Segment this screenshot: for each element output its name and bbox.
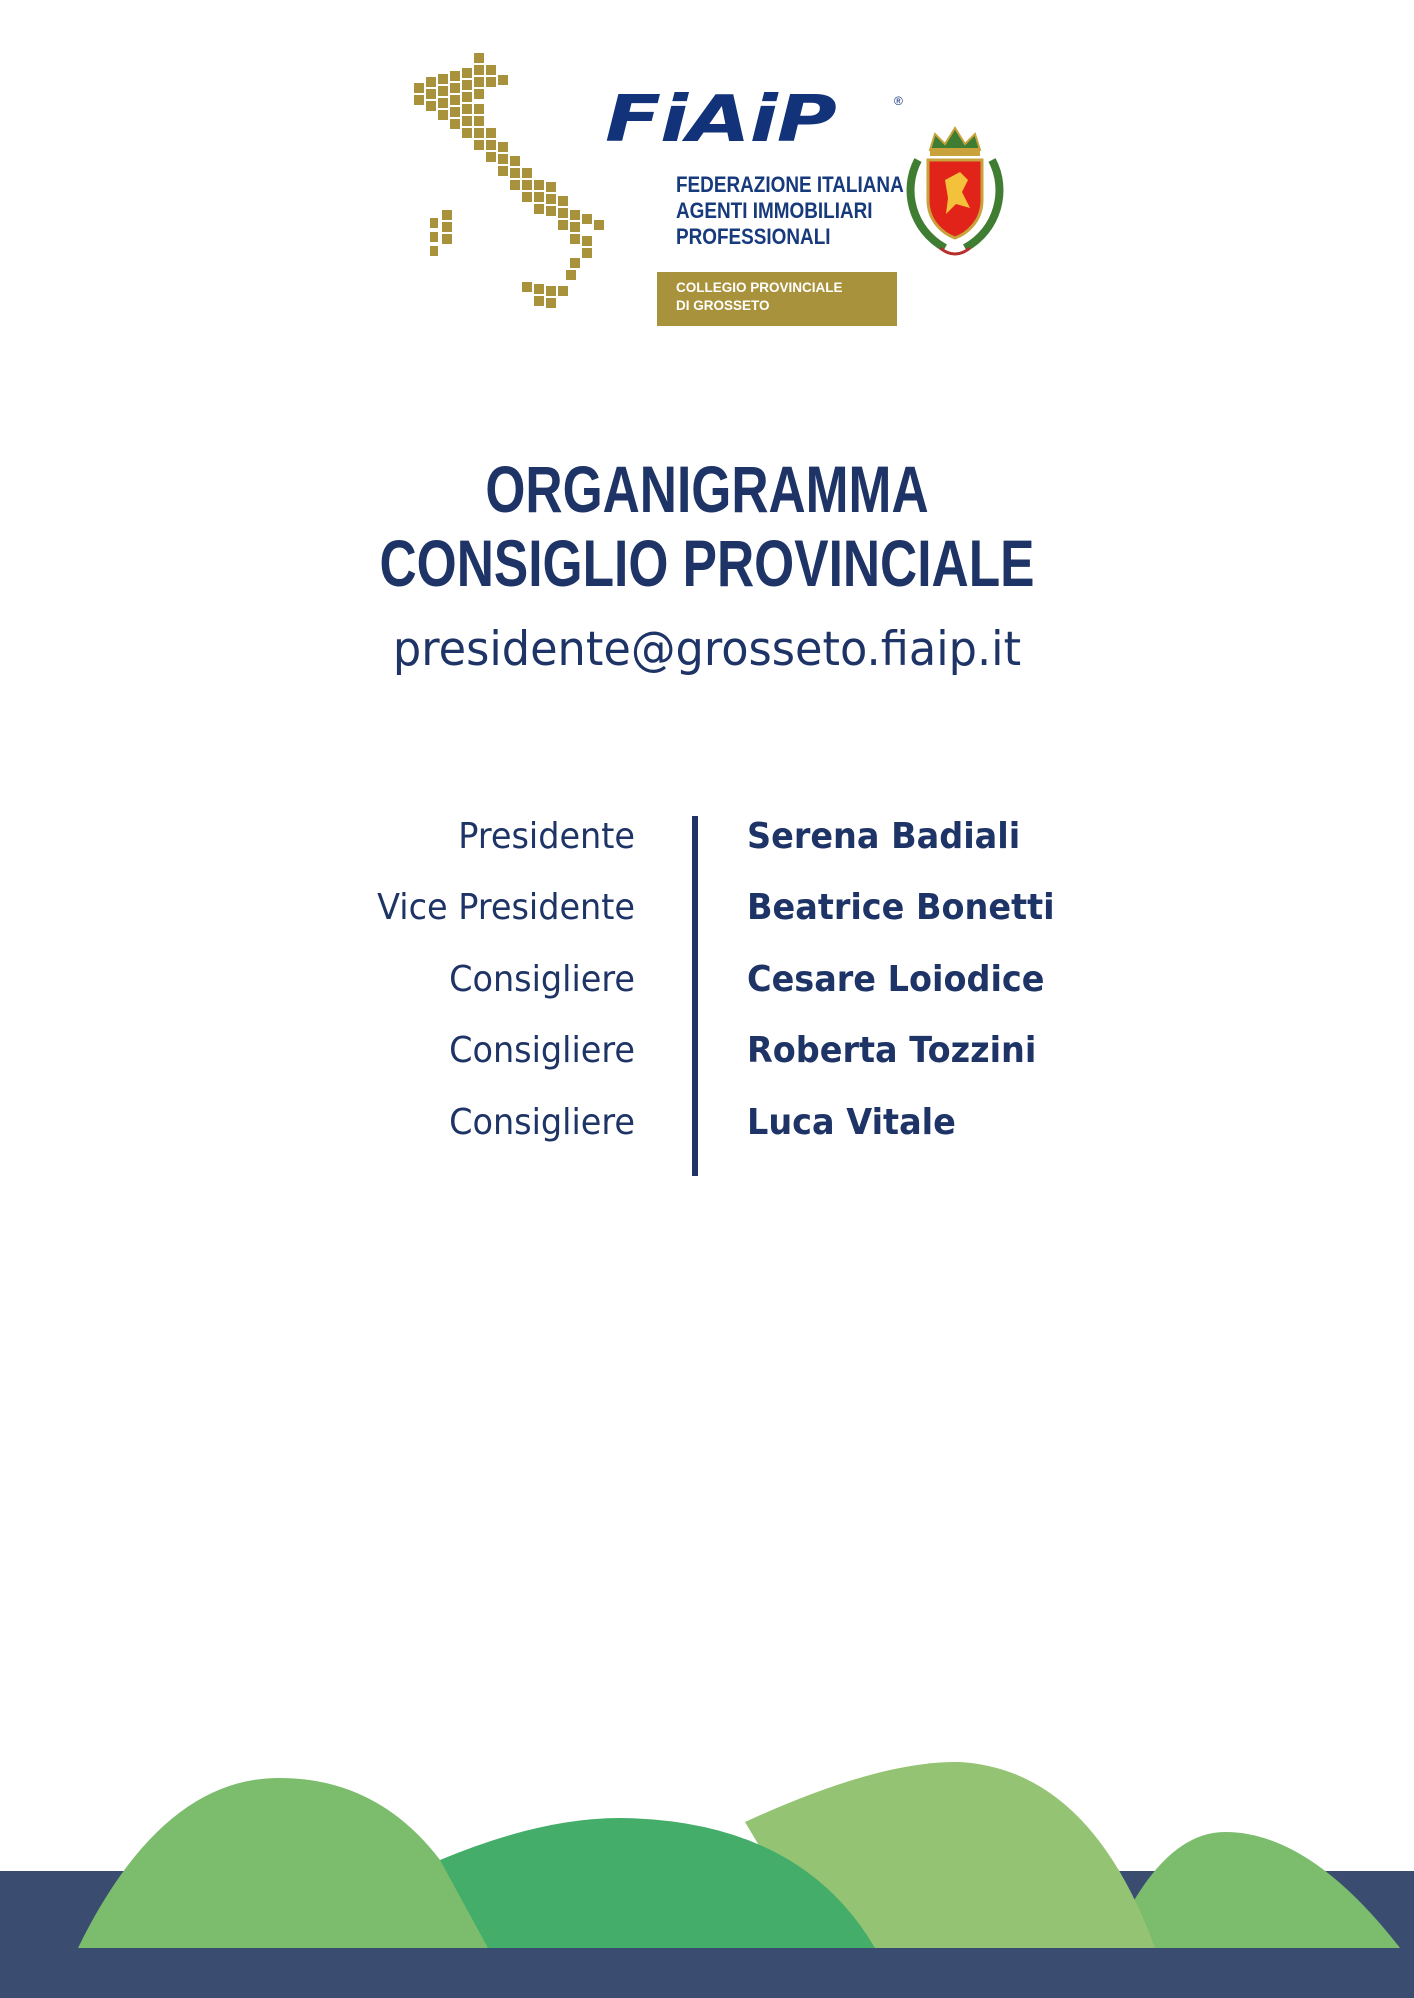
page-title xyxy=(0,452,1414,600)
fiaip-wordmark: FiAiP xyxy=(605,82,836,157)
federation-name xyxy=(676,172,904,250)
member-name: Beatrice Bonetti xyxy=(747,887,1055,929)
member-name: Cesare Loiodice xyxy=(747,958,1045,1000)
role-label: Consigliere xyxy=(449,1030,635,1072)
member-name: Serena Badiali xyxy=(747,816,1021,857)
contact-email[interactable]: presidente@grosseto.fiaip.it xyxy=(392,622,1022,677)
member-name: Roberta Tozzini xyxy=(747,1030,1037,1072)
role-label: Vice Presidente xyxy=(377,887,635,929)
role-label: Consigliere xyxy=(449,958,635,1000)
member-name: Luca Vitale xyxy=(747,1101,956,1143)
names-column xyxy=(747,811,1247,1168)
title-line-2: CONSIGLIO PROVINCIALE xyxy=(379,526,1035,600)
hill-left xyxy=(78,1778,488,1948)
roles-column xyxy=(280,811,635,1168)
fiaip-logo xyxy=(410,50,1010,330)
grosseto-crest-icon xyxy=(900,120,1010,260)
federation-line-3: PROFESSIONALI xyxy=(676,224,831,249)
role-label: Consigliere xyxy=(449,1101,635,1143)
title-line-1: ORGANIGRAMMA xyxy=(485,452,929,526)
collegio-line-1: COLLEGIO PROVINCIALE xyxy=(676,280,843,295)
hills-footer-illustration xyxy=(0,1740,1414,1998)
collegio-badge xyxy=(657,272,897,326)
registered-mark: ® xyxy=(894,94,903,108)
column-divider xyxy=(692,816,698,1176)
collegio-line-2: DI GROSSETO xyxy=(676,298,770,313)
federation-line-1: FEDERAZIONE ITALIANA xyxy=(676,172,904,197)
federation-line-2: AGENTI IMMOBILIARI xyxy=(676,198,873,223)
role-label: Presidente xyxy=(458,816,635,857)
